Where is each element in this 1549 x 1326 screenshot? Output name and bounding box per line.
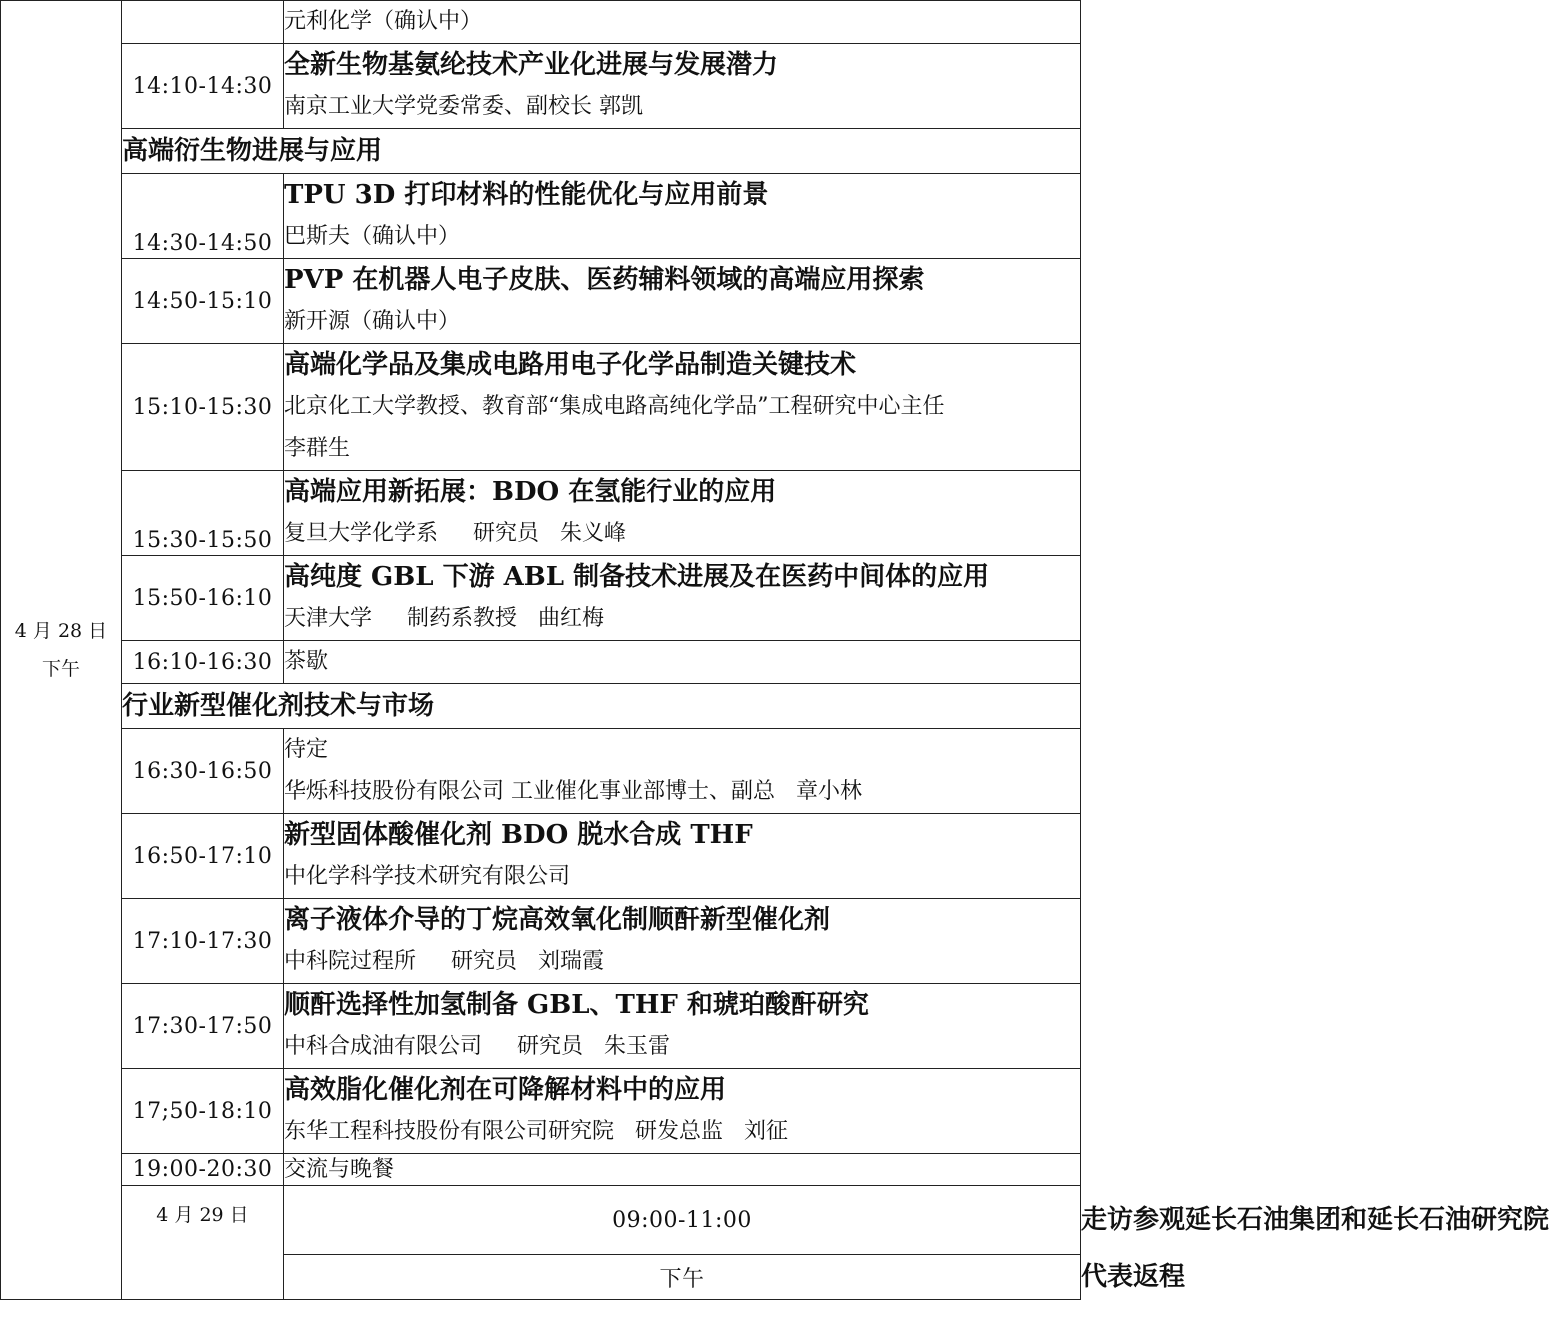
talk-title: 高端化学品及集成电路用电子化学品制造关键技术 (284, 350, 857, 380)
time-cell (122, 1, 284, 44)
speaker: 华烁科技股份有限公司 工业催化事业部博士、副总 章小林 (284, 779, 862, 804)
item-cell (284, 44, 1081, 129)
time-cell: 19:00-20:30 (122, 1154, 284, 1186)
break-label: 茶歇 (284, 649, 329, 674)
item-cell (284, 1069, 1081, 1154)
item-cell (284, 259, 1081, 344)
talk-title: 高效脂化催化剂在可降解材料中的应用 (284, 1075, 727, 1105)
item-cell (284, 174, 1081, 259)
item-cell (284, 1154, 1081, 1186)
table-row (1, 1154, 1081, 1186)
time-cell: 15:50-16:10 (122, 556, 284, 641)
item-cell (284, 556, 1081, 641)
speaker-name: 李群生 (284, 436, 351, 461)
table-row (1, 641, 1081, 684)
talk-title: 高端应用新拓展：BDO 在氢能行业的应用 (284, 477, 777, 507)
item-cell (284, 1, 1081, 44)
talk-title: TPU 3D 打印材料的性能优化与应用前景 (284, 180, 769, 210)
speaker: 巴斯夫（确认中） (284, 224, 461, 249)
time-cell: 16:30-16:50 (122, 729, 284, 814)
time-cell: 14:10-14:30 (122, 44, 284, 129)
item-cell (284, 729, 1081, 814)
table-row (1, 984, 1081, 1069)
table-row (1, 259, 1081, 344)
table-row: 下午 代表返程 (1, 1255, 1081, 1300)
time-cell: 16:10-16:30 (122, 641, 284, 684)
dinner-label: 交流与晚餐 (284, 1156, 395, 1182)
table-row (1, 729, 1081, 814)
table-row (1, 556, 1081, 641)
time-cell: 14:50-15:10 (122, 259, 284, 344)
speaker: 中化学科学技术研究有限公司 (284, 864, 571, 889)
time-cell: 16:50-17:10 (122, 814, 284, 899)
speaker: 新开源（确认中） (284, 309, 461, 334)
speaker: 中科院过程所 研究员 刘瑞霞 (284, 949, 604, 974)
section-heading: 行业新型催化剂技术与市场 (122, 684, 1081, 729)
table-row (1, 899, 1081, 984)
section-row (1, 129, 1081, 174)
table-row: 4 月 29 日 09:00-11:00 走访参观延长石油集团和延长石油研究院 (1, 1186, 1081, 1255)
table-row (1, 44, 1081, 129)
talk-title: 全新生物基氨纶技术产业化进展与发展潜力 (284, 50, 779, 80)
item-cell (284, 471, 1081, 556)
talk-title: 顺酐选择性加氢制备 GBL、THF 和琥珀酸酐研究 (284, 990, 869, 1020)
time-cell: 17:30-17:50 (122, 984, 284, 1069)
time-cell: 17;50-18:10 (122, 1069, 284, 1154)
time-cell: 09:00-11:00 (284, 1186, 1081, 1255)
item-cell (284, 344, 1081, 471)
time-cell: 17:10-17:30 (122, 899, 284, 984)
talk-title: PVP 在机器人电子皮肤、医药辅料领域的高端应用探索 (284, 265, 925, 295)
speaker: 天津大学 制药系教授 曲红梅 (284, 606, 604, 631)
item-cell (284, 641, 1081, 684)
day1-date: 4 月 28 日 (14, 620, 108, 642)
talk-title: 高纯度 GBL 下游 ABL 制备技术进展及在医药中间体的应用 (284, 562, 990, 592)
table-row (1, 1069, 1081, 1154)
speaker: 元利化学（确认中） (284, 9, 483, 34)
table-row (1, 344, 1081, 471)
speaker-affiliation: 北京化工大学教授、教育部“集成电路高纯化学品”工程研究中心主任 (284, 394, 945, 419)
day1-period: 下午 (41, 658, 80, 680)
speaker: 复旦大学化学系 研究员 朱义峰 (284, 521, 626, 546)
table-row (1, 174, 1081, 259)
table-row (1, 814, 1081, 899)
item-cell (284, 899, 1081, 984)
time-cell: 15:30-15:50 (122, 471, 284, 556)
speaker: 东华工程科技股份有限公司研究院 研发总监 刘征 (284, 1119, 788, 1144)
time-cell: 14:30-14:50 (122, 174, 284, 259)
speaker: 中科合成油有限公司 研究员 朱玉雷 (284, 1034, 670, 1059)
time-cell: 下午 (284, 1255, 1081, 1300)
item-cell (284, 984, 1081, 1069)
day2-date: 4 月 29 日 (156, 1204, 249, 1226)
section-heading: 高端衍生物进展与应用 (122, 129, 1081, 174)
date-cell-day1 (1, 1, 122, 1300)
table-row (1, 1, 1081, 44)
talk-title: 待定 (284, 737, 329, 762)
talk-title: 新型固体酸催化剂 BDO 脱水合成 THF (284, 820, 753, 850)
section-row (1, 684, 1081, 729)
table-row (1, 471, 1081, 556)
speaker: 南京工业大学党委常委、副校长 郭凯 (284, 94, 643, 119)
item-cell (284, 814, 1081, 899)
date-cell-day2 (122, 1186, 284, 1300)
talk-title: 离子液体介导的丁烷高效氧化制顺酐新型催化剂 (284, 905, 831, 935)
time-cell: 15:10-15:30 (122, 344, 284, 471)
